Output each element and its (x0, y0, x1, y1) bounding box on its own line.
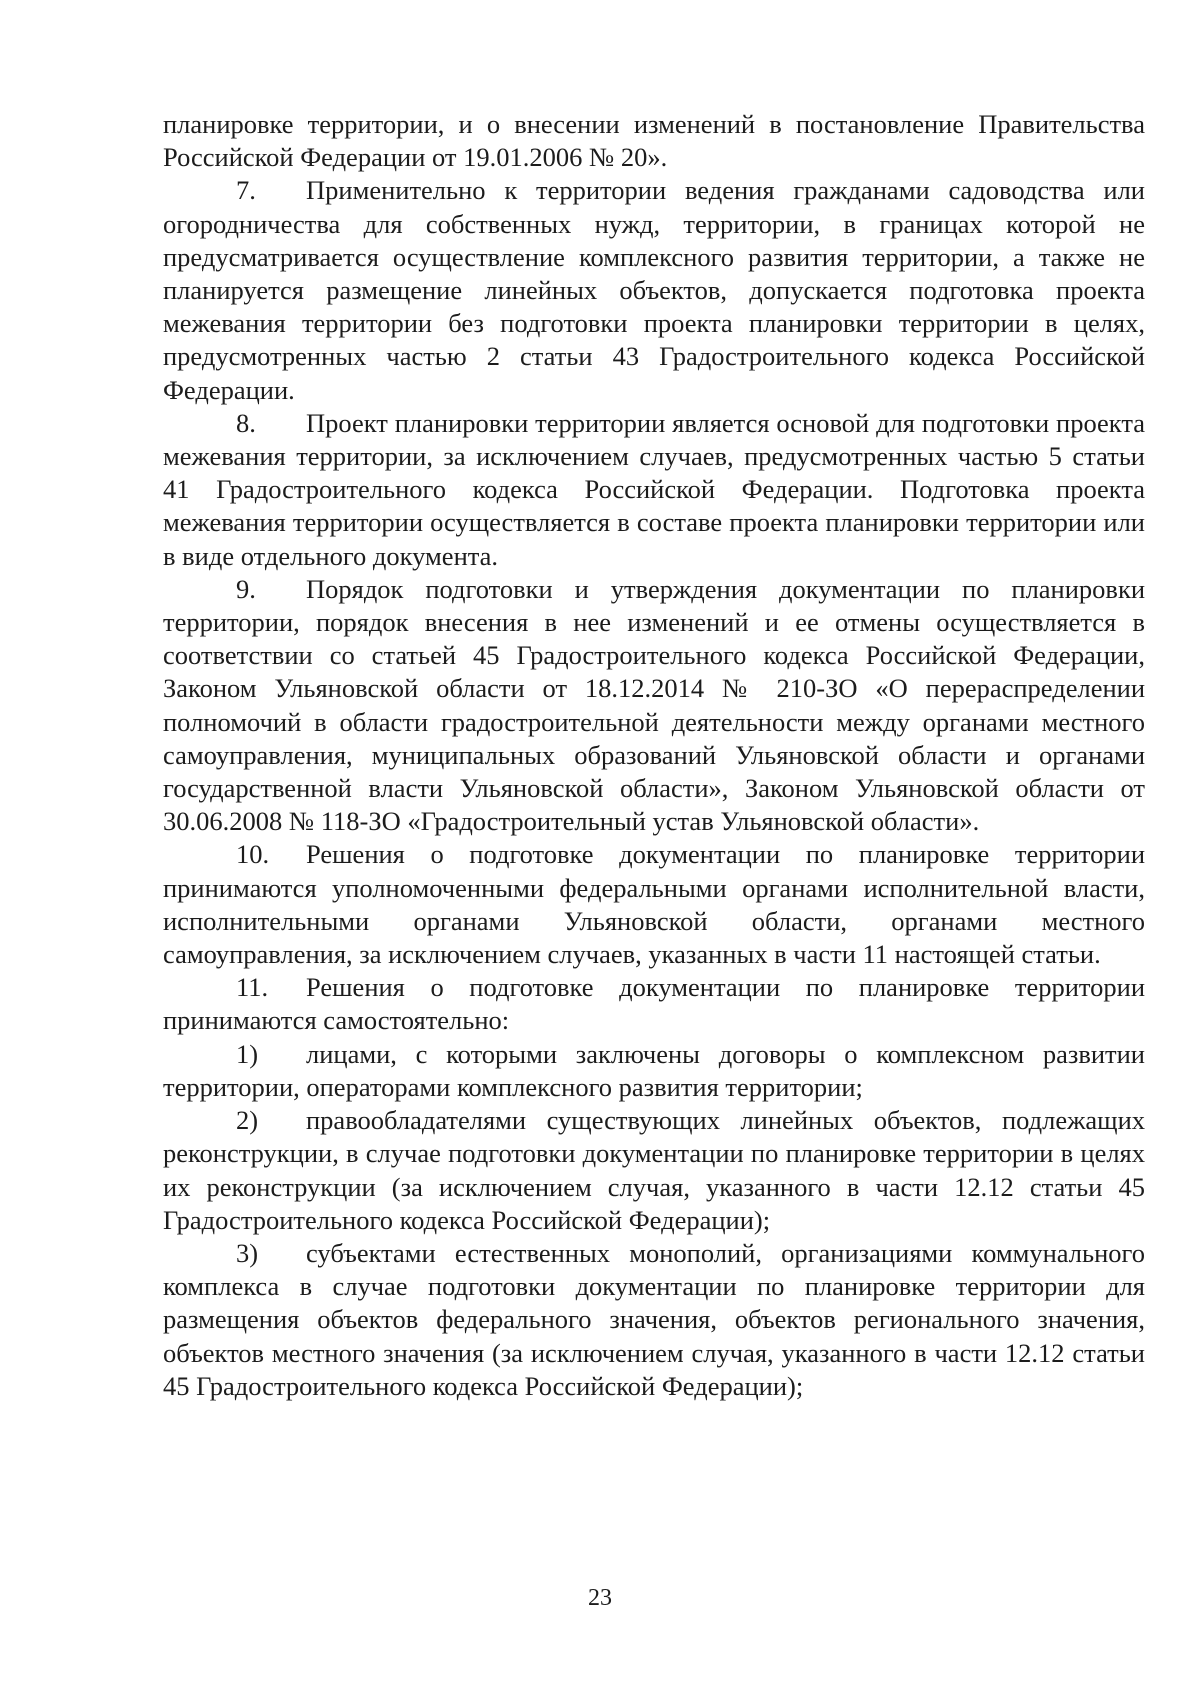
paragraph-number: 10. (236, 839, 270, 870)
continuation-paragraph: планировке территории, и о внесении изменений в постановление Правительства Российской Федерации от 19.01.2006 № 20». (163, 109, 1145, 173)
paragraph-text: Решения о подготовке документации по планировке территории принимаются самостоятельно: (163, 972, 1145, 1036)
document-body (163, 108, 1145, 1403)
paragraph-8 (163, 407, 1145, 573)
list-item-1 (163, 1038, 1145, 1104)
list-item-3 (163, 1237, 1145, 1403)
paragraph-9 (163, 573, 1145, 839)
paragraph-11 (163, 971, 1145, 1037)
paragraph-text: Решения о подготовке документации по планировке территории принимаются уполномоченными федеральными органами исполнительной власти, исполнительными органами Ульяновской области, органами местного самоуправления, за исключением случаев, указанных в части 11 настоящей статьи. (163, 839, 1145, 970)
list-item-text: лицами, с которыми заключены договоры о комплексном развитии территории, операторами комплексного развития территории; (163, 1038, 1145, 1102)
list-item-2 (163, 1104, 1145, 1237)
paragraph-text: Проект планировки территории является основой для подготовки проекта межевания территории, за исключением случаев, предусмотренных частью 5 статьи 41 Градостроительного кодекса Российской Федерации. Подготовка проекта межевания территории осуществляется в составе проекта планировки территории или в виде отдельного документа. (163, 407, 1145, 571)
paragraph-text: Порядок подготовки и утверждения документации по планировки территории, порядок внесения в нее изменений и ее отмены осуществляется в соответствии со статьей 45 Градостроительного кодекса Российской Федерации, Законом Ульяновской области от 18.12.2014 № 210-ЗО «О перераспределении полномочий в области градостроительной деятельности между органами местного самоуправления, муниципальных образований Ульяновской области и органами государственной власти Ульяновской области», Законом Ульяновской области от 30.06.2008 № 118-ЗО «Градостроительный устав Ульяновской области». (163, 573, 1145, 837)
paragraph-number: 9. (236, 573, 256, 604)
list-item-number: 1) (236, 1038, 259, 1069)
list-item-number: 3) (236, 1237, 259, 1268)
list-item-text: субъектами естественных монополий, организациями коммунального комплекса в случае подготовки документации по планировке территории для размещения объектов федерального значения, объектов регионального значения, объектов местного значения (за исключением случая, указанного в части 12.12 статьи 45 Градостроительного кодекса Российской Федерации); (163, 1237, 1145, 1401)
paragraph-number: 11. (236, 972, 269, 1003)
page-number: 23 (588, 1585, 612, 1611)
paragraph-7 (163, 174, 1145, 406)
paragraph-number: 8. (236, 407, 256, 438)
list-item-number: 2) (236, 1105, 259, 1136)
paragraph-number: 7. (236, 175, 256, 206)
paragraph-text: Применительно к территории ведения гражданами садоводства или огородничества для собственных нужд, территории, в границах которой не предусматривается осуществление комплексного развития территории, а также не планируется размещение линейных объектов, допускается подготовка проекта межевания территории без подготовки проекта планировки территории в целях, предусмотренных частью 2 статьи 43 Градостроительного кодекса Российской Федерации. (163, 175, 1145, 405)
paragraph-10 (163, 838, 1145, 971)
list-item-text: правообладателями существующих линейных объектов, подлежащих реконструкции, в случае подготовки документации по планировке территории в целях их реконструкции (за исключением случая, указанного в части 12.12 статьи 45 Градостроительного кодекса Российской Федерации); (163, 1105, 1145, 1235)
